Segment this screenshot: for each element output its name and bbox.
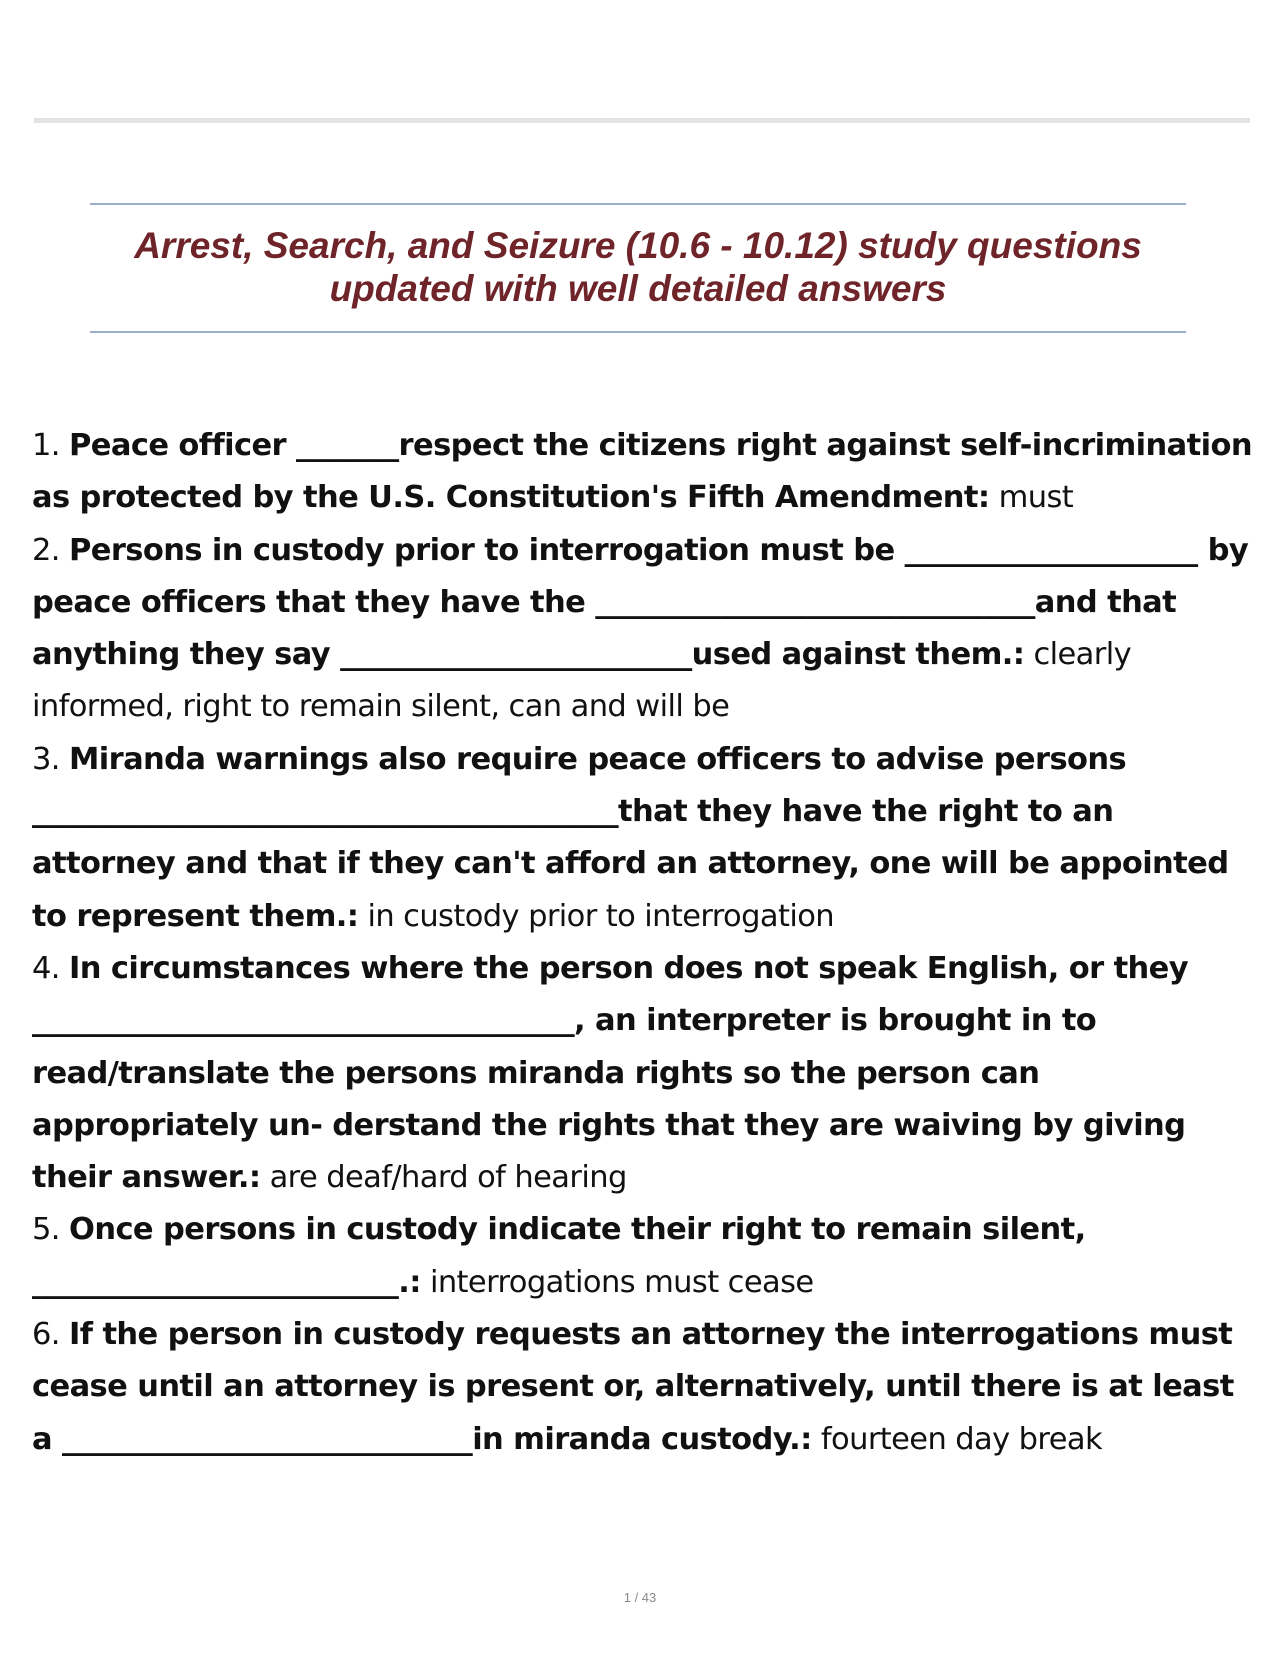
question-number: 6. bbox=[32, 1317, 60, 1353]
question-text: In circumstances where the person does not speak English, or they _____________________________________, an interpreter is brought in to read/translate the persons miranda rights so the person can appropriately un- derstand the rights that they are waiving by giving their answer.: bbox=[32, 950, 1189, 1196]
question-answer: in custody prior to interrogation bbox=[367, 898, 834, 934]
question-item-5 bbox=[32, 1204, 1252, 1309]
question-text: Once persons in custody indicate their right to remain silent, _________________________.: bbox=[32, 1212, 1086, 1300]
question-item-2 bbox=[32, 525, 1252, 734]
page-number: 1 / 43 bbox=[623, 1590, 657, 1605]
title-top-rule bbox=[90, 203, 1186, 205]
question-number: 2. bbox=[32, 532, 60, 568]
question-text: Peace officer _______respect the citizens right against self-incrimination as protected by the U.S. Constitution's Fifth Amendment: bbox=[32, 428, 1252, 516]
document-title-line-2: updated with well detailed answers bbox=[329, 268, 947, 309]
question-number: 5. bbox=[32, 1212, 60, 1248]
title-bottom-rule bbox=[90, 331, 1186, 333]
question-answer: must bbox=[998, 480, 1074, 516]
document-title bbox=[60, 224, 1216, 310]
question-list bbox=[32, 420, 1252, 1466]
question-answer: are deaf/hard of hearing bbox=[269, 1160, 627, 1196]
question-item-4 bbox=[32, 943, 1252, 1204]
question-item-6 bbox=[32, 1309, 1252, 1466]
question-number: 1. bbox=[32, 428, 60, 463]
question-number: 4. bbox=[32, 950, 60, 986]
question-item-3 bbox=[32, 734, 1252, 943]
question-text: Miranda warnings also require peace officers to advise persons ________________________________________that they have the right to an attorney and that if they can't afford an attorney, one will be appointed to represent them.: bbox=[32, 741, 1229, 934]
document-title-line-1: Arrest, Search, and Seizure (10.6 - 10.12) study questions bbox=[134, 225, 1142, 266]
question-text: Persons in custody prior to interrogation must be ____________________ by peace officers that they have the ______________________________and that anything they say ________________________used against them.: bbox=[32, 532, 1249, 673]
page-top-divider bbox=[34, 118, 1250, 123]
question-answer: interrogations must cease bbox=[429, 1264, 814, 1300]
question-answer: clearly informed, right to remain silent, can and will be bbox=[32, 637, 1132, 725]
question-text: If the person in custody requests an attorney the interrogations must cease until an attorney is present or, alternatively, until there is at least a ____________________________in miranda custody.: bbox=[32, 1317, 1234, 1457]
question-answer: fourteen day break bbox=[820, 1421, 1103, 1457]
question-number: 3. bbox=[32, 741, 60, 777]
question-item-1 bbox=[32, 420, 1252, 525]
